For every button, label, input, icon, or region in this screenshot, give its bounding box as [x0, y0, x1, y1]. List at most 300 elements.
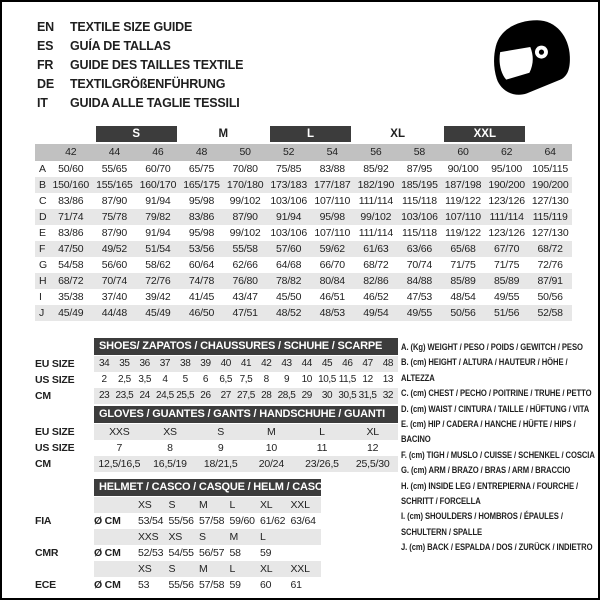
size-column-header: 58 — [413, 146, 426, 158]
sub-table-row — [35, 388, 398, 404]
measure-cell: 49/55 — [406, 307, 433, 319]
measure-cell: 75/78 — [101, 211, 127, 223]
sub-table-row-label: US SIZE — [35, 374, 75, 386]
measure-cell: 83/86 — [188, 211, 215, 223]
label-spacer — [35, 479, 94, 496]
helmet-values — [94, 577, 321, 593]
measure-cell: 70/74 — [101, 275, 127, 287]
helmet-size-header: L — [229, 499, 236, 511]
sub-table-title: GLOVES / GUANTES / GANTS / HANDSCHUHE / GUANTI — [94, 406, 398, 423]
measure-cell: 52/58 — [537, 307, 563, 319]
measure-cell: 187/198 — [444, 179, 482, 191]
sub-table-row-label: EU SIZE — [35, 426, 75, 438]
helmet-size-header: XXS — [138, 531, 159, 543]
measure-cell: 87/90 — [232, 211, 258, 223]
measure-cell: 173/183 — [270, 179, 307, 191]
measure-cell: 119/122 — [445, 227, 481, 239]
sub-table-values — [94, 424, 398, 440]
value-cell: 23/26,5 — [305, 458, 339, 470]
measure-cell: 165/175 — [183, 179, 220, 191]
measure-cell: 55/65 — [101, 163, 127, 175]
measure-row-label: A — [39, 163, 46, 175]
legend-item: G. (cm) ARM / BRAZO / BRAS / ARM / BRACCIO — [401, 465, 571, 476]
helmet-value-cell: 57/58 — [199, 515, 225, 527]
measure-cell: 48/54 — [450, 291, 476, 303]
sub-table-values — [94, 356, 398, 372]
measure-cell: 87/91 — [537, 275, 563, 287]
sub-table-row-label: EU SIZE — [35, 358, 75, 370]
label-spacer — [35, 561, 94, 577]
value-cell: XS — [163, 426, 177, 438]
helmet-value-cell — [291, 545, 322, 561]
measure-cell: 58/62 — [145, 259, 171, 271]
helmet-size-header: XS — [138, 563, 152, 575]
size-column-header: 56 — [370, 146, 382, 158]
sub-table-row — [35, 440, 398, 456]
value-cell: 13 — [382, 374, 394, 385]
measure-row — [35, 225, 572, 241]
measure-cell: 70/80 — [232, 163, 258, 175]
corner-cell — [35, 144, 49, 161]
value-cell: 11 — [316, 442, 328, 454]
value-cell: 35 — [119, 358, 130, 369]
helmet-value-cell: 63/64 — [290, 515, 316, 527]
value-cell: 8 — [263, 374, 269, 385]
measure-row — [35, 241, 572, 257]
helmet-sizes-row — [35, 497, 398, 513]
value-cell: 45 — [321, 358, 333, 369]
size-column-header: 44 — [108, 146, 120, 158]
measure-row — [35, 177, 572, 193]
value-cell: 12,5/16,5 — [98, 458, 141, 470]
language-code: DE — [37, 77, 54, 91]
main-size-table — [35, 126, 572, 321]
measure-cell: 76/80 — [232, 275, 258, 287]
helmet-value-cell: 57/58 — [199, 579, 225, 591]
helmet-value-cell: 61/62 — [260, 515, 286, 527]
measure-cell: 48/52 — [276, 307, 302, 319]
size-column-header: 50 — [239, 146, 251, 158]
measure-cell: 95/98 — [188, 195, 215, 207]
measure-cell: 49/52 — [101, 243, 127, 255]
language-title: GUÍA DE TALLAS — [70, 39, 171, 53]
measure-cell: 95/98 — [188, 227, 215, 239]
helmet-size-table — [35, 479, 398, 593]
measure-cell: 111/114 — [358, 195, 393, 207]
size-group-s: S — [96, 126, 177, 142]
measure-cell: 85/92 — [363, 163, 389, 175]
value-cell: 24,5 — [155, 390, 174, 401]
value-cell: 28 — [261, 390, 272, 401]
size-group-l: L — [270, 126, 351, 142]
helmet-sizes — [94, 529, 321, 545]
measure-cell: 95/98 — [319, 211, 345, 223]
helmet-size-header: XXL — [290, 499, 310, 511]
value-cell: 23 — [98, 390, 110, 401]
helmet-size-header: M — [199, 499, 208, 511]
helmet-size-header: S — [168, 563, 176, 575]
measure-row-label: H — [39, 275, 47, 287]
value-cell: 40 — [220, 358, 231, 369]
measure-cell: 83/86 — [58, 227, 84, 239]
size-group-row — [35, 126, 572, 142]
measure-cell: 80/84 — [319, 275, 345, 287]
helmet-value-cell: 60 — [260, 579, 272, 591]
measure-row-label: C — [39, 195, 47, 207]
value-cell: 10 — [265, 442, 277, 454]
legend-item: D. (cm) WAIST / CINTURA / TAILLE / HÜFTUNG / VITA — [401, 403, 590, 414]
measure-cell: 90/100 — [447, 163, 479, 175]
measure-cell: 65/68 — [450, 243, 476, 255]
measure-row-label: D — [39, 211, 47, 223]
helmet-size-header: L — [260, 531, 266, 543]
measure-cell: 160/170 — [139, 179, 177, 191]
helmet-size-header: M — [229, 531, 239, 543]
legend-item: A. (Kg) WEIGHT / PESO / POIDS / GEWITCH / PESO — [401, 342, 583, 352]
value-cell: 43 — [281, 358, 292, 369]
measure-cell: 119/122 — [445, 195, 481, 207]
measure-cell: 85/89 — [493, 275, 520, 287]
measure-cell: 66/70 — [319, 259, 345, 271]
size-column-header: 46 — [152, 146, 164, 158]
size-columns-row — [35, 144, 572, 161]
measure-cell: 87/95 — [406, 163, 433, 175]
measure-cell: 84/88 — [406, 275, 433, 287]
helmet-size-header: XS — [168, 531, 183, 543]
measure-cell: 150/160 — [52, 179, 90, 191]
helmet-sizes — [94, 561, 321, 577]
measure-row-label: I — [39, 291, 42, 303]
measure-cell: 47/51 — [232, 307, 258, 319]
value-cell: 4 — [162, 374, 168, 385]
sub-table-values — [94, 388, 398, 404]
gloves-table — [35, 406, 398, 472]
sub-table-title: SHOES/ ZAPATOS / CHAUSSURES / SCHUHE / SCARPE — [94, 338, 398, 355]
measure-cell: 85/89 — [450, 275, 476, 287]
sub-table-title-row — [35, 338, 398, 355]
measure-cell: 87/90 — [101, 227, 127, 239]
measure-row-label: J — [39, 307, 45, 319]
sub-table-row — [35, 356, 398, 372]
measure-cell: 62/66 — [232, 259, 258, 271]
legend-item: J. (cm) BACK / ESPALDA / DOS / ZURÜCK / INDIETRO — [401, 542, 593, 553]
value-cell: 42 — [261, 358, 272, 369]
size-column-header: 48 — [195, 146, 208, 158]
size-group-m: M — [218, 128, 229, 140]
measure-cell: 59/62 — [319, 243, 345, 255]
value-cell: XL — [366, 426, 379, 438]
legend-item: C. (cm) CHEST / PECHO / POITRINE / TRUHE / PETTO — [401, 388, 592, 399]
sub-table-title: HELMET / CASCO / CASQUE / HELM / CASCO — [94, 479, 321, 496]
measurement-legend — [401, 340, 595, 556]
sub-table-row-label: CM — [35, 390, 51, 402]
value-cell: 3,5 — [138, 374, 152, 385]
measure-cell: 71/74 — [58, 211, 84, 223]
helmet-size-header — [291, 529, 322, 545]
helmet-value-cell: 53/54 — [138, 515, 164, 527]
helmet-sizes-row — [35, 529, 398, 545]
measure-cell: 87/90 — [101, 195, 127, 207]
measure-cell: 115/118 — [401, 227, 437, 239]
measure-cell: 47/53 — [406, 291, 433, 303]
measure-cell: 63/66 — [406, 243, 433, 255]
value-cell: 7 — [116, 442, 123, 454]
value-cell: 6,5 — [219, 374, 233, 385]
measure-cell: 45/49 — [58, 307, 84, 319]
measure-cell: 70/74 — [406, 259, 433, 271]
measure-row — [35, 289, 572, 305]
helmet-size-header: XS — [138, 499, 152, 511]
measure-cell: 47/50 — [58, 243, 84, 255]
helmet-values-row — [35, 513, 398, 529]
label-spacer — [35, 497, 94, 513]
value-cell: 9 — [217, 442, 224, 454]
size-column-header: 62 — [500, 146, 513, 158]
helmet-value-cell: 59/60 — [229, 515, 255, 527]
measure-cell: 53/56 — [188, 243, 215, 255]
value-cell: S — [217, 426, 225, 438]
label-spacer — [35, 529, 94, 545]
value-cell: 7,5 — [239, 374, 253, 385]
measure-cell: 91/94 — [145, 195, 171, 207]
value-cell: 31,5 — [358, 390, 377, 401]
measure-cell: 68/72 — [363, 259, 389, 271]
measure-row-label: B — [39, 179, 46, 191]
value-cell: 44 — [301, 358, 312, 369]
label-spacer — [35, 406, 94, 423]
value-cell: 26 — [200, 390, 211, 401]
measure-cell: 51/54 — [145, 243, 171, 255]
value-cell: 48 — [382, 358, 394, 369]
size-group-xxl: XXL — [444, 126, 525, 142]
value-cell: 12 — [362, 374, 373, 385]
helmet-size-header: S — [168, 499, 176, 511]
helmet-value-cell: 56/57 — [199, 547, 225, 559]
measure-cell: 91/94 — [145, 227, 171, 239]
helmet-size-header: XXL — [290, 563, 310, 575]
language-code: EN — [37, 20, 54, 34]
helmet-value-cell: 55/56 — [168, 579, 194, 591]
measure-row — [35, 257, 572, 273]
helmet-value-cell: 54/55 — [168, 547, 194, 559]
measure-cell: 127/130 — [531, 195, 569, 207]
unit-spacer — [94, 497, 138, 513]
value-cell: 36 — [139, 358, 150, 369]
value-cell: 34 — [98, 358, 110, 369]
size-group-xl: XL — [390, 128, 405, 140]
value-cell: 24 — [139, 390, 150, 401]
value-cell: XXS — [109, 426, 130, 438]
value-cell: 12 — [367, 442, 379, 454]
measure-cell: 83/88 — [319, 163, 345, 175]
helmet-value-cell: 52/53 — [138, 547, 164, 559]
measure-cell: 182/190 — [357, 179, 395, 191]
helmet-value-cell: 55/56 — [168, 515, 194, 527]
measure-cell: 50/56 — [537, 291, 563, 303]
measure-cell: 99/102 — [229, 227, 261, 239]
value-cell: 27,5 — [237, 390, 255, 401]
helmet-sizes-row — [35, 561, 398, 577]
measure-row — [35, 209, 572, 225]
helmet-value-cell: 58 — [229, 547, 241, 559]
value-cell: 41 — [240, 358, 252, 369]
measure-cell: 37/40 — [101, 291, 127, 303]
measure-cell: 103/106 — [270, 227, 307, 239]
sub-table-row-label: US SIZE — [35, 442, 75, 454]
shoes-table — [35, 338, 398, 404]
measure-cell: 155/165 — [96, 179, 133, 191]
measure-cell: 177/187 — [314, 179, 351, 191]
measure-cell: 190/200 — [531, 179, 569, 191]
measure-cell: 107/110 — [314, 195, 351, 207]
value-cell: 27 — [220, 390, 231, 401]
measure-cell: 50/60 — [58, 163, 84, 175]
measure-row-label: E — [39, 227, 46, 239]
helmet-logo-icon — [489, 14, 575, 104]
value-cell: 25,5/30 — [355, 458, 390, 470]
measure-cell: 170/180 — [226, 179, 264, 191]
size-column-header: 54 — [326, 146, 338, 158]
measure-cell: 45/50 — [276, 291, 302, 303]
language-code: IT — [37, 96, 48, 110]
value-cell: 29 — [301, 390, 312, 401]
measure-cell: 95/100 — [491, 163, 523, 175]
measure-cell: 39/42 — [145, 291, 171, 303]
measure-cell: 45/49 — [145, 307, 171, 319]
sub-table-row — [35, 424, 398, 440]
diameter-unit: Ø CM — [94, 579, 121, 591]
value-cell: 9 — [283, 374, 290, 385]
sub-table-values — [94, 440, 398, 456]
language-code: ES — [37, 39, 54, 53]
diameter-unit: Ø CM — [94, 515, 121, 527]
measure-cell: 50/56 — [450, 307, 476, 319]
size-group-spacer — [528, 126, 572, 142]
value-cell: 46 — [342, 358, 353, 369]
measure-cell: 71/75 — [450, 259, 476, 271]
measure-cell: 60/64 — [188, 259, 215, 271]
value-cell: 2 — [101, 374, 107, 385]
legend-item: I. (cm) SHOULDERS / HOMBROS / ÉPAULES / SCHULTERN / SPALLE — [401, 511, 563, 537]
diameter-unit: Ø CM — [94, 547, 121, 559]
standard-label: ECE — [35, 579, 56, 591]
helmet-value-cell: 61 — [290, 579, 302, 591]
helmet-values-row — [35, 545, 398, 561]
value-cell: 23,5 — [115, 390, 134, 401]
measure-cell: 68/72 — [58, 275, 84, 287]
measure-cell: 35/38 — [58, 291, 84, 303]
value-cell: 38 — [180, 358, 191, 369]
size-column-header: 60 — [457, 146, 469, 158]
measure-cell: 46/50 — [188, 307, 215, 319]
value-cell: L — [319, 426, 325, 438]
language-title: TEXTILGRÖßENFÜHRUNG — [70, 77, 226, 91]
value-cell: 2,5 — [118, 374, 131, 385]
standard-label: CMR — [35, 547, 59, 559]
measure-cell: 44/48 — [101, 307, 127, 319]
measure-cell: 49/54 — [363, 307, 389, 319]
measure-cell: 127/130 — [531, 227, 569, 239]
size-column-header: 52 — [283, 146, 295, 158]
legend-item: F. (cm) TIGH / MUSLO / CUISSE / SCHENKEL / COSCIA — [401, 449, 595, 460]
measure-cell: 41/45 — [188, 291, 215, 303]
measure-row — [35, 305, 572, 321]
helmet-values — [94, 545, 321, 561]
value-cell: 25,5 — [176, 390, 195, 401]
value-cell: 28,5 — [277, 390, 296, 401]
value-cell: 32 — [382, 390, 394, 401]
measure-row-label: G — [39, 259, 47, 271]
size-column-header: 64 — [544, 146, 556, 158]
measure-row — [35, 161, 572, 177]
measure-cell: 99/102 — [360, 211, 392, 223]
measure-cell: 75/85 — [276, 163, 302, 175]
legend-item: E. (cm) HIP / CADERA / HANCHE / HÜFTE / HIPS / BACINO — [401, 419, 576, 445]
measure-cell: 115/119 — [532, 211, 568, 223]
measure-cell: 123/126 — [488, 195, 525, 207]
measure-cell: 43/47 — [232, 291, 258, 303]
measure-cell: 123/126 — [488, 227, 525, 239]
helmet-sizes — [94, 497, 321, 513]
measure-cell: 78/82 — [276, 275, 302, 287]
measure-cell: 103/106 — [270, 195, 307, 207]
helmet-size-header: M — [199, 563, 208, 575]
measure-cell: 54/58 — [58, 259, 84, 271]
measure-cell: 51/56 — [493, 307, 520, 319]
value-cell: 20/24 — [258, 458, 284, 470]
value-cell: 11,5 — [338, 374, 356, 385]
value-cell: 30,5 — [338, 390, 357, 401]
helmet-size-header: S — [199, 531, 206, 543]
label-spacer — [35, 338, 94, 355]
measure-cell: 56/60 — [101, 259, 127, 271]
helmet-values — [94, 513, 321, 529]
measure-cell: 46/51 — [319, 291, 345, 303]
language-title: GUIDE DES TAILLES TEXTILE — [70, 58, 244, 72]
measure-cell: 48/53 — [319, 307, 345, 319]
measure-cell: 111/114 — [489, 211, 524, 223]
measure-cell: 115/118 — [401, 195, 437, 207]
legend-item: H. (cm) INSIDE LEG / ENTREPIERNA / FOURCHE / SCHRITT / FORCELLA — [401, 480, 579, 507]
measure-cell: 68/72 — [537, 243, 563, 255]
size-column-header: 42 — [65, 146, 77, 158]
measure-cell: 82/86 — [363, 275, 389, 287]
measure-cell: 46/52 — [363, 291, 389, 303]
measure-cell: 79/82 — [145, 211, 171, 223]
measure-cell: 55/58 — [232, 243, 258, 255]
measure-cell: 105/115 — [532, 163, 569, 175]
measure-cell: 72/76 — [145, 275, 171, 287]
measure-cell: 64/68 — [276, 259, 302, 271]
sub-table-row — [35, 372, 398, 388]
value-cell: M — [267, 426, 276, 438]
sub-table-values — [94, 456, 398, 472]
value-cell: 39 — [200, 358, 211, 369]
sub-tables — [35, 338, 398, 595]
measure-cell: 190/200 — [488, 179, 525, 191]
helmet-size-header: L — [229, 563, 236, 575]
measure-row — [35, 193, 572, 209]
value-cell: 5 — [182, 374, 188, 385]
value-cell: 30 — [321, 390, 333, 401]
value-cell: 8 — [167, 442, 173, 454]
helmet-size-header: XL — [260, 563, 273, 575]
sub-table-row-label: CM — [35, 458, 51, 470]
measure-cell: 65/75 — [188, 163, 215, 175]
measure-cell: 185/195 — [401, 179, 438, 191]
measure-cell: 107/110 — [445, 211, 481, 223]
value-cell: 18/21,5 — [203, 458, 238, 470]
